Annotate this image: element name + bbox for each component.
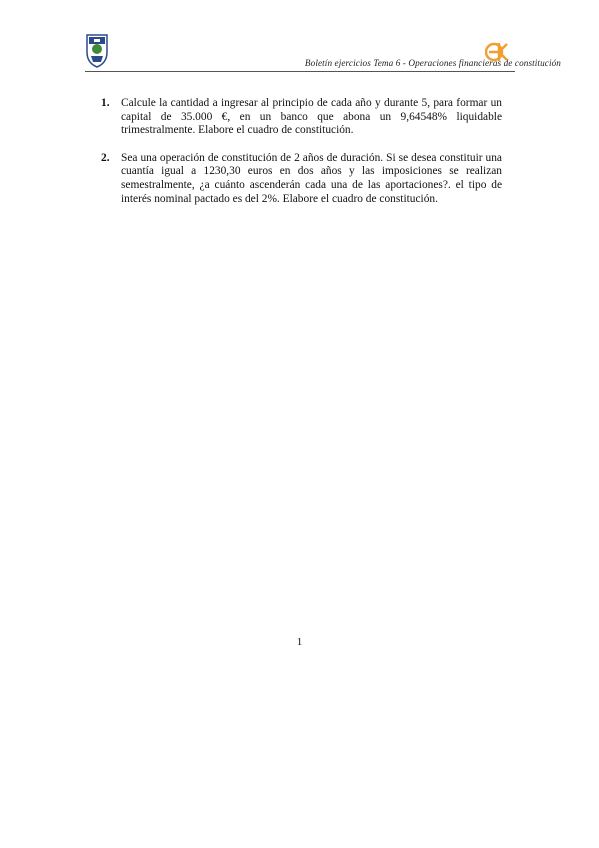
ek-logo-icon [485,40,509,64]
header-divider [85,71,515,72]
exercise-text: Sea una operación de constitución de 2 años de duración. Si se desea constituir una cuantía igual a 1230,30 euros en dos años y las imposiciones se realizan semestralmente, ¿a cuánto ascenderán cada una de las aportaciones?. el tipo de interés nominal pactado es del 2%. Elabore el cuadro de constitución. [121,151,502,205]
exercise-item [101,152,502,206]
exercise-item [101,97,502,138]
exercise-text: Calcule la cantidad a ingresar al principio de cada año y durante 5, para formar un capital de 35.000 €, en un banco que abona un 9,64548% liquidable trimestralmente. Elabore el cuadro de constitución. [121,97,502,137]
exercise-number: 1. [101,97,110,109]
header-title: Boletín ejercicios Tema 6 - Operaciones financieras de constitución [304,58,561,68]
university-crest-icon [85,32,109,68]
page-header [85,32,561,74]
page-number: 1 [296,636,303,648]
exercise-list [101,97,502,220]
exercise-number: 2. [101,151,110,164]
